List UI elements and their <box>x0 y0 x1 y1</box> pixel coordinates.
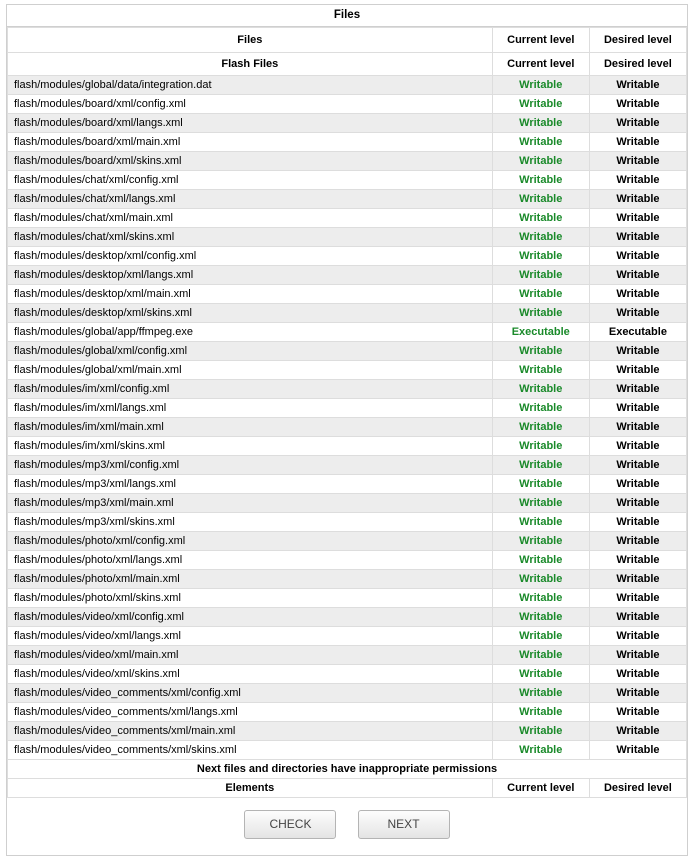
current-level-value: Writable <box>492 190 589 209</box>
current-level-value: Writable <box>492 608 589 627</box>
desired-level-value: Executable <box>589 323 686 342</box>
desired-level-value: Writable <box>589 494 686 513</box>
current-level-value: Writable <box>492 209 589 228</box>
file-path: flash/modules/board/xml/config.xml <box>8 95 493 114</box>
file-path: flash/modules/photo/xml/langs.xml <box>8 551 493 570</box>
file-path: flash/modules/chat/xml/skins.xml <box>8 228 493 247</box>
table-row <box>8 361 687 380</box>
current-level-value: Writable <box>492 152 589 171</box>
current-level-value: Writable <box>492 646 589 665</box>
table-row <box>8 171 687 190</box>
table-row <box>8 418 687 437</box>
current-level-value: Writable <box>492 304 589 323</box>
table-row <box>8 570 687 589</box>
file-path: flash/modules/photo/xml/config.xml <box>8 532 493 551</box>
file-path: flash/modules/video_comments/xml/langs.xml <box>8 703 493 722</box>
desired-level-value: Writable <box>589 285 686 304</box>
table-row <box>8 665 687 684</box>
current-level-value: Executable <box>492 323 589 342</box>
file-path: flash/modules/desktop/xml/skins.xml <box>8 304 493 323</box>
desired-level-value: Writable <box>589 171 686 190</box>
file-path: flash/modules/im/xml/skins.xml <box>8 437 493 456</box>
desired-level-value: Writable <box>589 190 686 209</box>
file-path: flash/modules/desktop/xml/langs.xml <box>8 266 493 285</box>
table-header-row <box>8 28 687 53</box>
table-row <box>8 589 687 608</box>
footer-header-current-level: Current level <box>492 779 589 798</box>
table-row <box>8 551 687 570</box>
table-row <box>8 209 687 228</box>
desired-level-value: Writable <box>589 399 686 418</box>
table-row <box>8 304 687 323</box>
current-level-value: Writable <box>492 627 589 646</box>
file-path: flash/modules/video_comments/xml/skins.xml <box>8 741 493 760</box>
file-path: flash/modules/board/xml/langs.xml <box>8 114 493 133</box>
column-header-files: Files <box>8 28 493 53</box>
desired-level-value: Writable <box>589 437 686 456</box>
current-level-value: Writable <box>492 380 589 399</box>
desired-level-value: Writable <box>589 76 686 95</box>
current-level-value: Writable <box>492 361 589 380</box>
file-path: flash/modules/video_comments/xml/main.xml <box>8 722 493 741</box>
table-row <box>8 76 687 95</box>
file-path: flash/modules/video_comments/xml/config.xml <box>8 684 493 703</box>
desired-level-value: Writable <box>589 456 686 475</box>
footer-header-desired-level: Desired level <box>589 779 686 798</box>
current-level-value: Writable <box>492 684 589 703</box>
desired-level-value: Writable <box>589 570 686 589</box>
desired-level-value: Writable <box>589 418 686 437</box>
current-level-value: Writable <box>492 570 589 589</box>
table-row <box>8 399 687 418</box>
desired-level-value: Writable <box>589 722 686 741</box>
table-row <box>8 703 687 722</box>
table-head <box>8 28 687 76</box>
table-row <box>8 95 687 114</box>
note-row <box>8 760 687 779</box>
current-level-value: Writable <box>492 532 589 551</box>
file-path: flash/modules/mp3/xml/skins.xml <box>8 513 493 532</box>
desired-level-value: Writable <box>589 741 686 760</box>
file-path: flash/modules/global/data/integration.dat <box>8 76 493 95</box>
file-path: flash/modules/global/xml/main.xml <box>8 361 493 380</box>
file-path: flash/modules/mp3/xml/langs.xml <box>8 475 493 494</box>
action-buttons <box>7 798 687 855</box>
table-row <box>8 513 687 532</box>
file-path: flash/modules/video/xml/main.xml <box>8 646 493 665</box>
column-header-current-level: Current level <box>492 28 589 53</box>
table-row <box>8 722 687 741</box>
subheader-current-level: Current level <box>492 53 589 76</box>
file-path: flash/modules/video/xml/skins.xml <box>8 665 493 684</box>
table-row <box>8 152 687 171</box>
desired-level-value: Writable <box>589 513 686 532</box>
desired-level-value: Writable <box>589 228 686 247</box>
table-row <box>8 133 687 152</box>
footer-header-elements: Elements <box>8 779 493 798</box>
table-row <box>8 456 687 475</box>
table-row <box>8 741 687 760</box>
current-level-value: Writable <box>492 513 589 532</box>
desired-level-value: Writable <box>589 551 686 570</box>
current-level-value: Writable <box>492 228 589 247</box>
file-path: flash/modules/desktop/xml/config.xml <box>8 247 493 266</box>
check-button[interactable]: CHECK <box>244 810 336 839</box>
table-row <box>8 475 687 494</box>
table-row <box>8 437 687 456</box>
file-path: flash/modules/mp3/xml/main.xml <box>8 494 493 513</box>
desired-level-value: Writable <box>589 342 686 361</box>
file-path: flash/modules/global/xml/config.xml <box>8 342 493 361</box>
current-level-value: Writable <box>492 551 589 570</box>
subheader-desired-level: Desired level <box>589 53 686 76</box>
file-path: flash/modules/chat/xml/langs.xml <box>8 190 493 209</box>
file-path: flash/modules/video/xml/config.xml <box>8 608 493 627</box>
current-level-value: Writable <box>492 456 589 475</box>
table-row <box>8 323 687 342</box>
desired-level-value: Writable <box>589 95 686 114</box>
permissions-table <box>7 27 687 798</box>
table-row <box>8 247 687 266</box>
file-path: flash/modules/desktop/xml/main.xml <box>8 285 493 304</box>
table-body <box>8 76 687 760</box>
desired-level-value: Writable <box>589 209 686 228</box>
current-level-value: Writable <box>492 114 589 133</box>
desired-level-value: Writable <box>589 627 686 646</box>
table-row <box>8 646 687 665</box>
current-level-value: Writable <box>492 285 589 304</box>
current-level-value: Writable <box>492 399 589 418</box>
table-row <box>8 266 687 285</box>
desired-level-value: Writable <box>589 665 686 684</box>
desired-level-value: Writable <box>589 361 686 380</box>
file-path: flash/modules/chat/xml/main.xml <box>8 209 493 228</box>
subheader-flash-files: Flash Files <box>8 53 493 76</box>
table-row <box>8 684 687 703</box>
table-row <box>8 494 687 513</box>
desired-level-value: Writable <box>589 608 686 627</box>
table-row <box>8 114 687 133</box>
desired-level-value: Writable <box>589 589 686 608</box>
file-path: flash/modules/board/xml/skins.xml <box>8 152 493 171</box>
desired-level-value: Writable <box>589 247 686 266</box>
file-path: flash/modules/photo/xml/main.xml <box>8 570 493 589</box>
table-foot <box>8 760 687 798</box>
current-level-value: Writable <box>492 589 589 608</box>
table-row <box>8 285 687 304</box>
file-path: flash/modules/board/xml/main.xml <box>8 133 493 152</box>
permissions-note: Next files and directories have inappropriate permissions <box>8 760 687 779</box>
current-level-value: Writable <box>492 133 589 152</box>
desired-level-value: Writable <box>589 152 686 171</box>
desired-level-value: Writable <box>589 114 686 133</box>
table-row <box>8 380 687 399</box>
desired-level-value: Writable <box>589 475 686 494</box>
current-level-value: Writable <box>492 475 589 494</box>
current-level-value: Writable <box>492 171 589 190</box>
table-row <box>8 627 687 646</box>
file-path: flash/modules/im/xml/main.xml <box>8 418 493 437</box>
current-level-value: Writable <box>492 95 589 114</box>
file-path: flash/modules/im/xml/langs.xml <box>8 399 493 418</box>
column-header-desired-level: Desired level <box>589 28 686 53</box>
panel-title: Files <box>7 5 687 27</box>
current-level-value: Writable <box>492 76 589 95</box>
current-level-value: Writable <box>492 494 589 513</box>
current-level-value: Writable <box>492 741 589 760</box>
desired-level-value: Writable <box>589 266 686 285</box>
current-level-value: Writable <box>492 722 589 741</box>
current-level-value: Writable <box>492 418 589 437</box>
current-level-value: Writable <box>492 342 589 361</box>
file-path: flash/modules/chat/xml/config.xml <box>8 171 493 190</box>
table-row <box>8 190 687 209</box>
table-row <box>8 532 687 551</box>
page-root <box>0 4 694 856</box>
desired-level-value: Writable <box>589 646 686 665</box>
table-row <box>8 342 687 361</box>
current-level-value: Writable <box>492 247 589 266</box>
file-path: flash/modules/video/xml/langs.xml <box>8 627 493 646</box>
next-button[interactable]: NEXT <box>358 810 450 839</box>
current-level-value: Writable <box>492 266 589 285</box>
current-level-value: Writable <box>492 437 589 456</box>
table-row <box>8 228 687 247</box>
desired-level-value: Writable <box>589 133 686 152</box>
table-subheader-row <box>8 53 687 76</box>
desired-level-value: Writable <box>589 532 686 551</box>
desired-level-value: Writable <box>589 304 686 323</box>
table-row <box>8 608 687 627</box>
current-level-value: Writable <box>492 665 589 684</box>
file-path: flash/modules/photo/xml/skins.xml <box>8 589 493 608</box>
files-panel <box>6 4 688 856</box>
file-path: flash/modules/global/app/ffmpeg.exe <box>8 323 493 342</box>
desired-level-value: Writable <box>589 703 686 722</box>
desired-level-value: Writable <box>589 684 686 703</box>
current-level-value: Writable <box>492 703 589 722</box>
desired-level-value: Writable <box>589 380 686 399</box>
file-path: flash/modules/mp3/xml/config.xml <box>8 456 493 475</box>
footer-header-row <box>8 779 687 798</box>
file-path: flash/modules/im/xml/config.xml <box>8 380 493 399</box>
